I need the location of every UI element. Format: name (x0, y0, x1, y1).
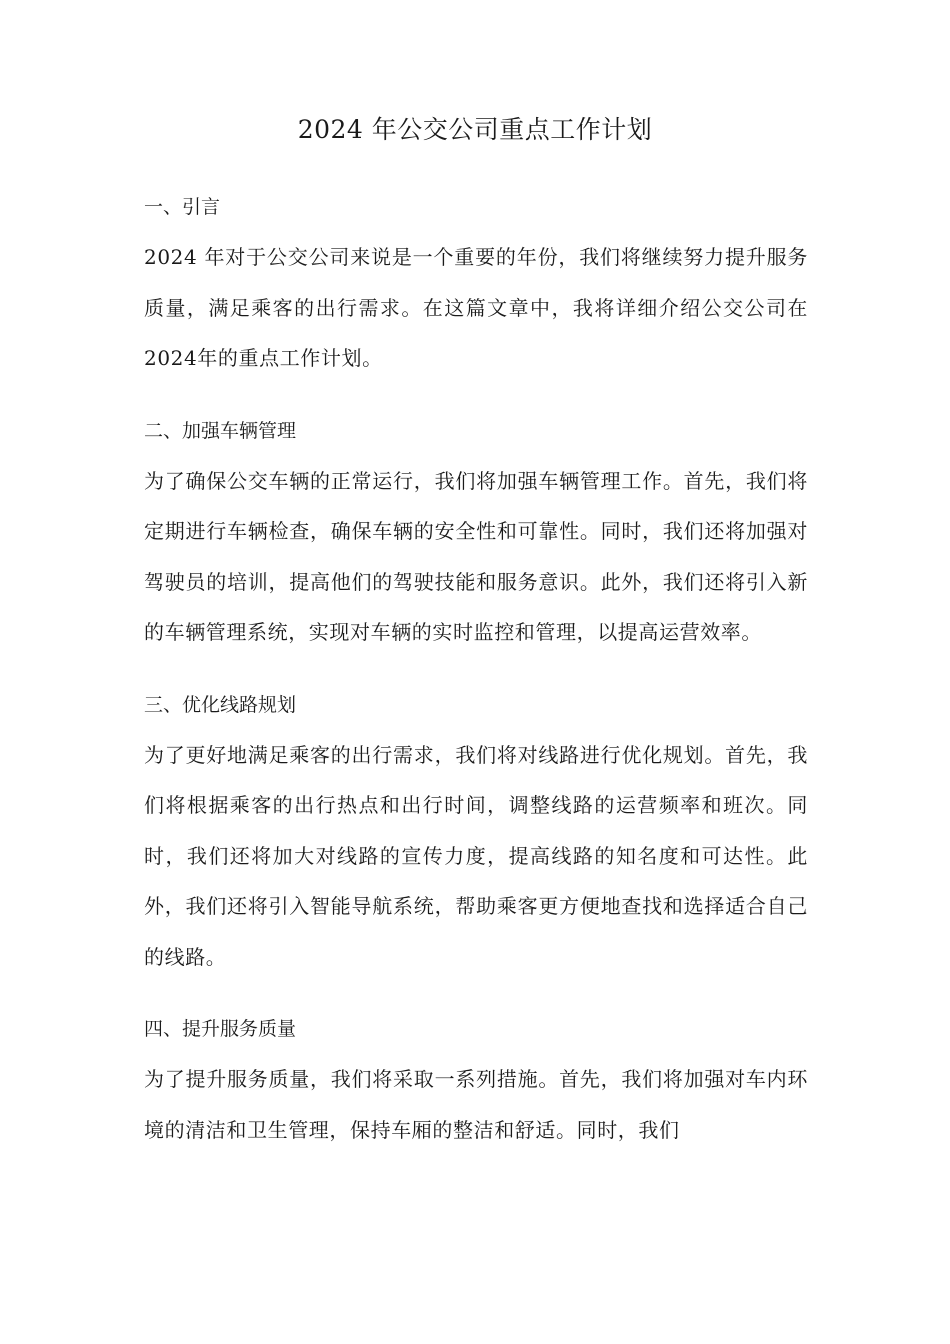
section-introduction (144, 182, 806, 384)
section-heading: 二、加强车辆管理 (144, 419, 297, 442)
section-heading: 三、优化线路规划 (144, 693, 297, 716)
section-vehicle-management (144, 406, 806, 658)
section-service-quality (144, 1004, 806, 1155)
section-heading: 一、引言 (144, 196, 221, 218)
section-paragraph: 为了更好地满足乘客的出行需求，我们将对线路进行优化规划。首先，我们将根据乘客的出行热点和出行时间，调整线路的运营频率和班次。同时，我们还将加大对线路的宣传力度，提高线路的知名度和可达性。此外，我们还将引入智能导航系统，帮助乘客更方便地查找和选择适合自己的线路。 (144, 742, 808, 969)
section-paragraph: 2024 年对于公交公司来说是一个重要的年份，我们将继续努力提升服务质量，满足乘客的出行需求。在这篇文章中，我将详细介绍公交公司在2024年的重点工作计划。 (144, 245, 808, 370)
section-paragraph: 为了提升服务质量，我们将采取一系列措施。首先，我们将加强对车内环境的清洁和卫生管理，保持车厢的整洁和舒适。同时，我们 (144, 1067, 808, 1142)
document-title: 2024 年公交公司重点工作计划 (297, 115, 653, 144)
section-route-planning (144, 680, 806, 983)
section-paragraph: 为了确保公交车辆的正常运行，我们将加强车辆管理工作。首先，我们将定期进行车辆检查，确保车辆的安全性和可靠性。同时，我们还将加强对驾驶员的培训，提高他们的驾驶技能和服务意识。此外，我们还将引入新的车辆管理系统，实现对车辆的实时监控和管理，以提高运营效率。 (144, 468, 808, 644)
section-heading: 四、提升服务质量 (144, 1018, 297, 1040)
